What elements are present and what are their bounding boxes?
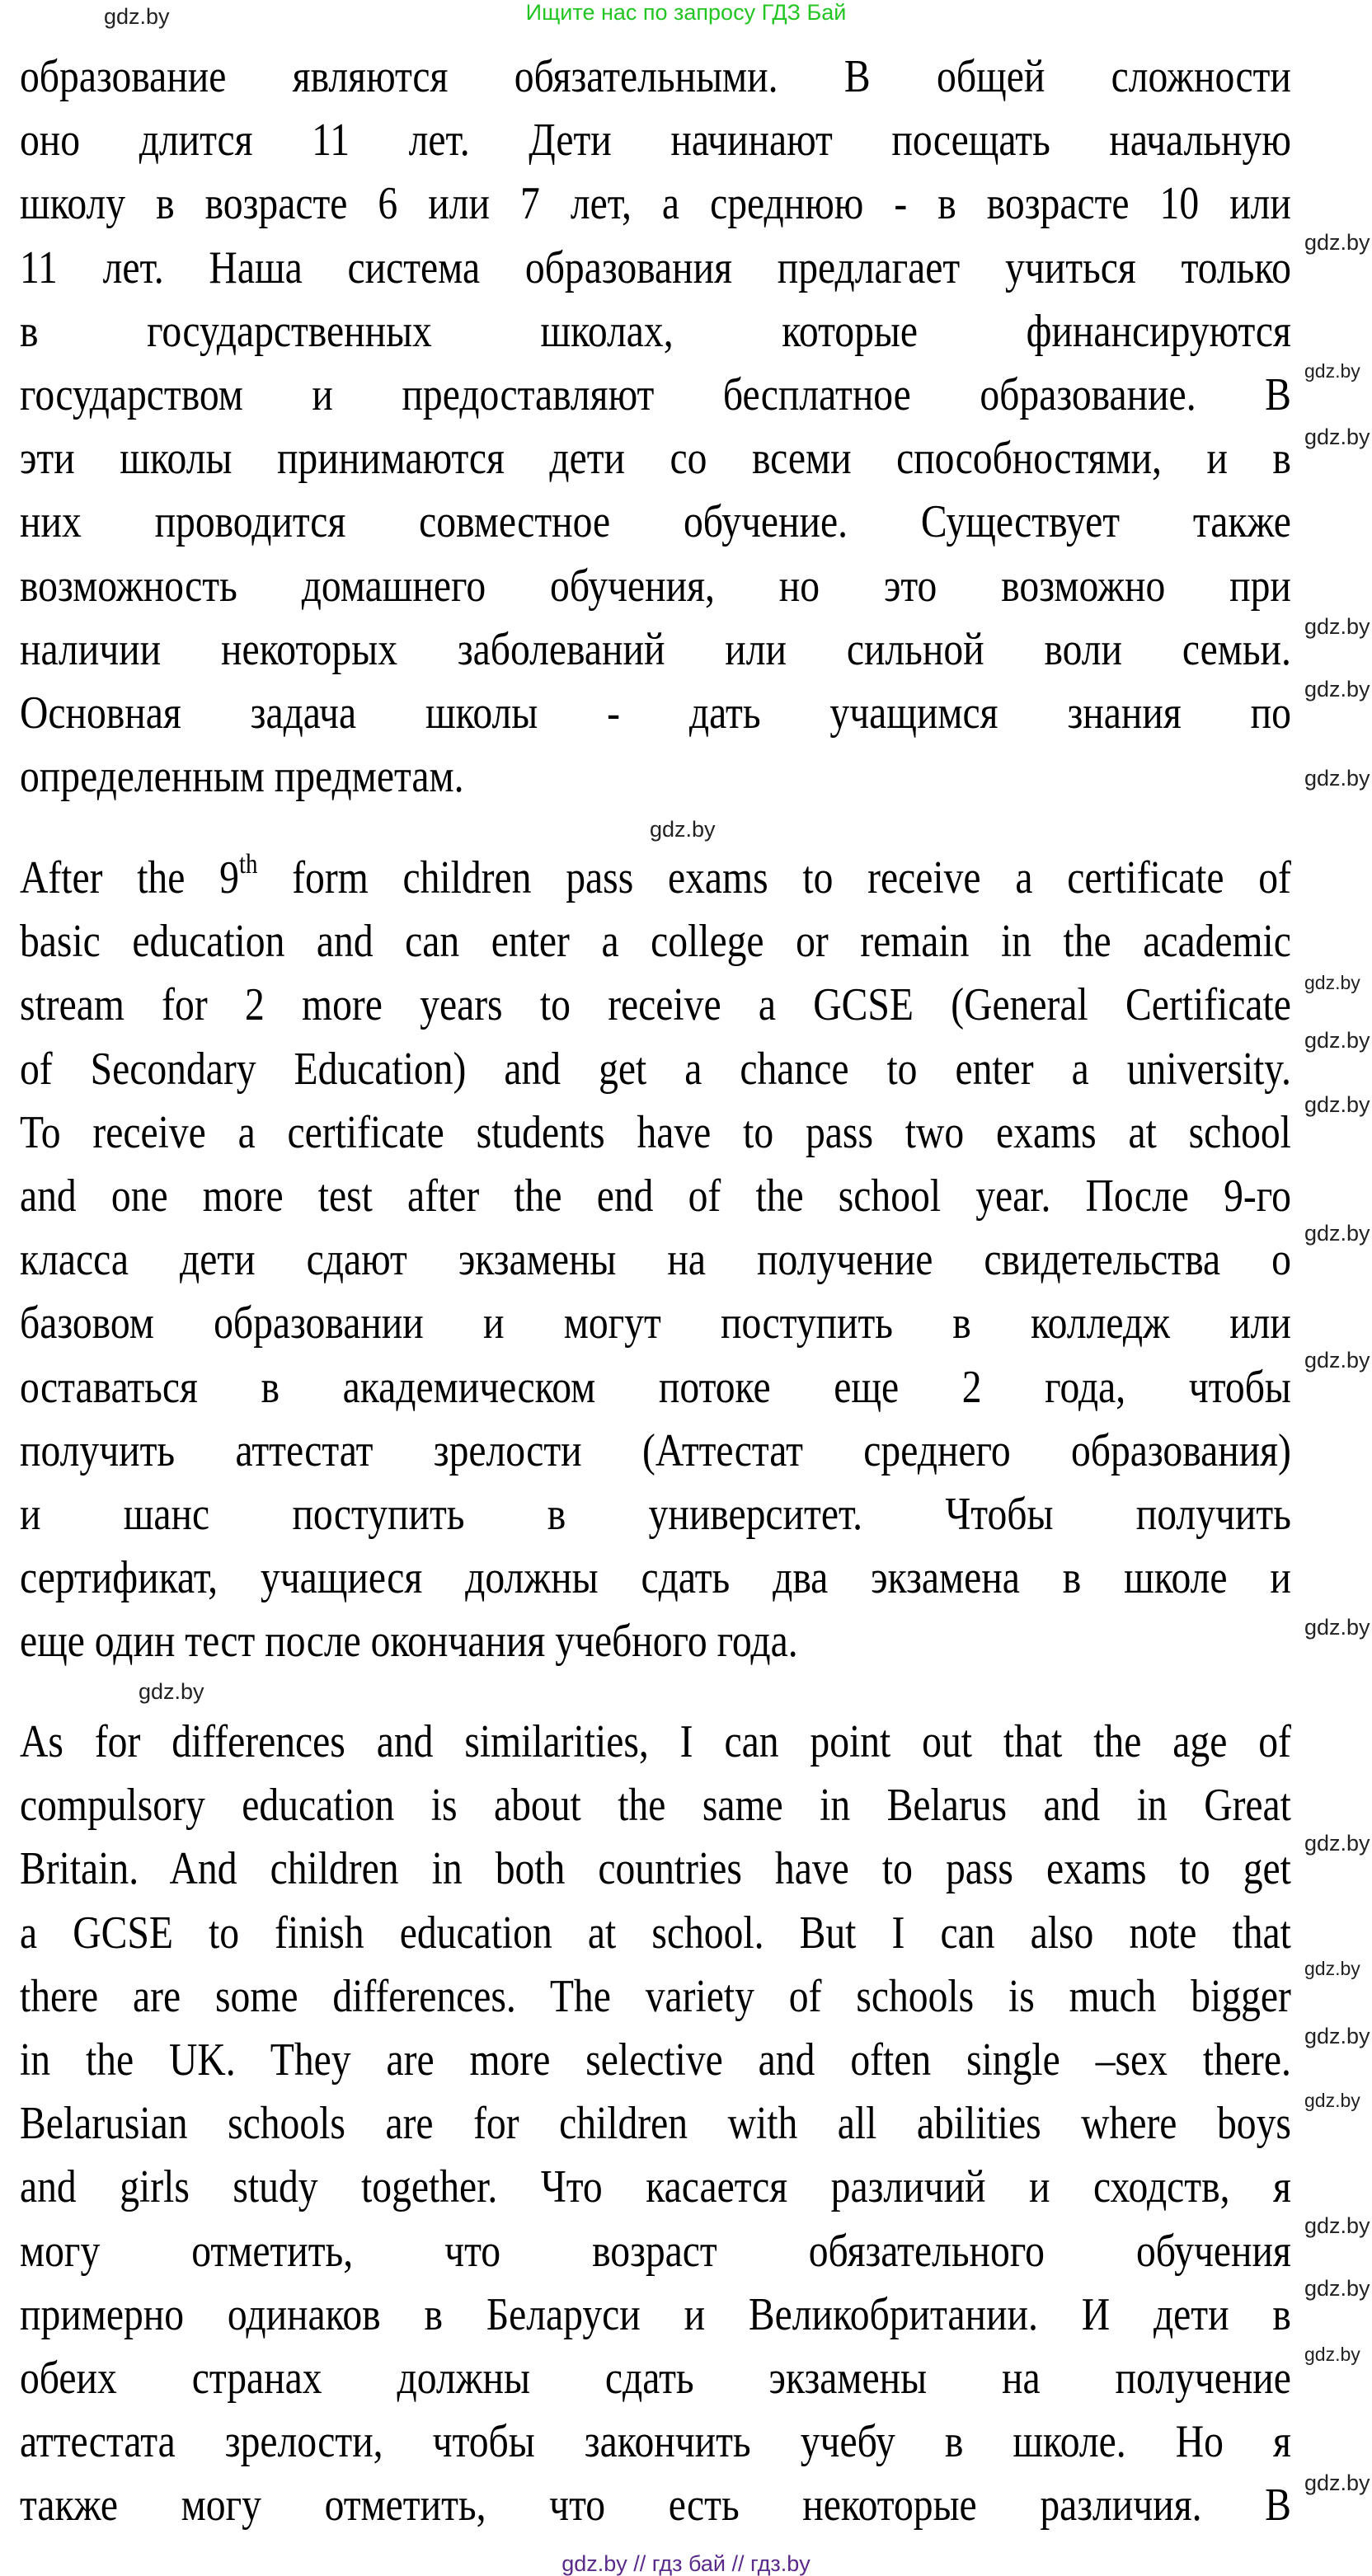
text-line: также могу отметить, что есть некоторые различия. В (20, 2480, 1291, 2531)
watermark-text: gdz.by (1304, 360, 1360, 382)
watermark-text: gdz.by (1304, 2276, 1370, 2301)
text-run: form children pass exams to receive a certificate of (257, 852, 1291, 903)
text-line: государством и предоставляют бесплатное образование. В (20, 368, 1291, 420)
text-line: образование являются обязательными. В общей сложности (20, 51, 1291, 102)
watermark-text: gdz.by (1304, 1348, 1370, 1372)
text-line: еще один тест после окончания учебного года. (20, 1616, 798, 1668)
text-line: примерно одинаков в Беларуси и Великобритании. И дети в (20, 2288, 1291, 2340)
watermark-text: gdz.by (1304, 1028, 1370, 1053)
watermark-text: gdz.by (1304, 1958, 1360, 1979)
text-line: in the UK. They are more selective and often single –sex there. (20, 2034, 1291, 2086)
watermark-text: gdz.by (1304, 766, 1370, 791)
watermark-text: gdz.by (650, 817, 716, 842)
paragraph-1 (20, 45, 1291, 809)
text-line: Основная задача школы - дать учащимся знания по (20, 687, 1291, 739)
text-line: класса дети сдают экзамены на получение свидетельства о (20, 1234, 1291, 1286)
text-line: compulsory education is about the same in Belarus and in Great (20, 1780, 1291, 1832)
watermark-text: gdz.by (1304, 972, 1360, 993)
text-line: Britain. And children in both countries have to pass exams to get (20, 1843, 1291, 1895)
watermark-text: gdz.by (1304, 230, 1370, 255)
text-line: возможность домашнего обучения, но это возможно при (20, 560, 1291, 612)
watermark-text: gdz.by (1304, 1831, 1370, 1856)
watermark-text: gdz.by (1304, 2090, 1360, 2111)
text-line (20, 847, 1291, 910)
text-line: оно длится 11 лет. Дети начинают посещать начальную (20, 115, 1291, 167)
text-line: Belarusian schools are for children with all abilities where boys (20, 2098, 1291, 2150)
text-line: наличии некоторых заболеваний или сильной воли семьи. (20, 623, 1291, 675)
text-line: школу в возрасте 6 или 7 лет, а среднюю - в возрасте 10 или (20, 178, 1291, 230)
text-line: в государственных школах, которые финансируются (20, 305, 1291, 357)
text-line: базовом образовании и могут поступить в колледж или (20, 1297, 1291, 1349)
watermark-text: gdz.by (1304, 1092, 1370, 1117)
text-line: определенным предметам. (20, 751, 464, 803)
text-line: of Secondary Education) and get a chance to enter a university. (20, 1043, 1291, 1095)
text-line: stream for 2 more years to receive a GCSE (General Certificate (20, 979, 1291, 1031)
text-line: оставаться в академическом потоке еще 2 года, чтобы (20, 1361, 1291, 1413)
search-hint-banner[interactable]: Ищите нас по запросу ГДЗ Бай (525, 0, 847, 25)
text-line: and girls study together. Что касается различий и сходств, я (20, 2161, 1291, 2213)
text-line: эти школы принимаются дети со всеми способностями, и в (20, 433, 1291, 485)
text-line: there are some differences. The variety of schools is much bigger (20, 1970, 1291, 2022)
watermark-text: gdz.by (1304, 2024, 1370, 2048)
watermark-text: gdz.by (1304, 2470, 1370, 2495)
watermark-text: gdz.by (1304, 1615, 1370, 1640)
watermark-text: gdz.by (139, 1679, 204, 1704)
watermark-text: gdz.by (104, 4, 170, 29)
text-line: As for differences and similarities, I can point out that the age of (20, 1716, 1291, 1767)
text-line: могу отметить, что возраст обязательного обучения (20, 2225, 1291, 2277)
text-line: and one more test after the end of the school year. После 9-го (20, 1170, 1291, 1222)
text-line: аттестата зрелости, чтобы закончить учебу в школе. Но я (20, 2416, 1291, 2468)
watermark-text: gdz.by (1304, 614, 1370, 639)
text-line: них проводится совместное обучение. Существует также (20, 496, 1291, 548)
footer-links[interactable]: gdz.by // гдз бай // гдз.by (561, 2551, 811, 2576)
watermark-text: gdz.by (1304, 2213, 1370, 2238)
text-line: 11 лет. Наша система образования предлагает учиться только (20, 242, 1291, 293)
text-line: сертификат, учащиеся должны сдать два экзамена в школе и (20, 1552, 1291, 1604)
text-line: a GCSE to finish education at school. But I can also note that (20, 1907, 1291, 1959)
text-line: To receive a certificate students have to pass two exams at school (20, 1106, 1291, 1158)
watermark-text: gdz.by (1304, 1221, 1370, 1246)
paragraph-2 (20, 847, 1291, 1673)
superscript: th (238, 849, 258, 880)
text-line: получить аттестат зрелости (Аттестат среднего образования) (20, 1424, 1291, 1476)
text-line: basic education and can enter a college or remain in the academic (20, 916, 1291, 968)
paragraph-3 (20, 1710, 1291, 2537)
text-run: After the 9 (20, 852, 239, 903)
text-line: и шанс поступить в университет. Чтобы получить (20, 1488, 1291, 1540)
watermark-text: gdz.by (1304, 677, 1370, 701)
text-line: обеих странах должны сдать экзамены на получение (20, 2352, 1291, 2404)
watermark-text: gdz.by (1304, 2344, 1360, 2365)
watermark-text: gdz.by (1304, 425, 1370, 449)
paragraph-2-lines (20, 910, 1291, 1673)
